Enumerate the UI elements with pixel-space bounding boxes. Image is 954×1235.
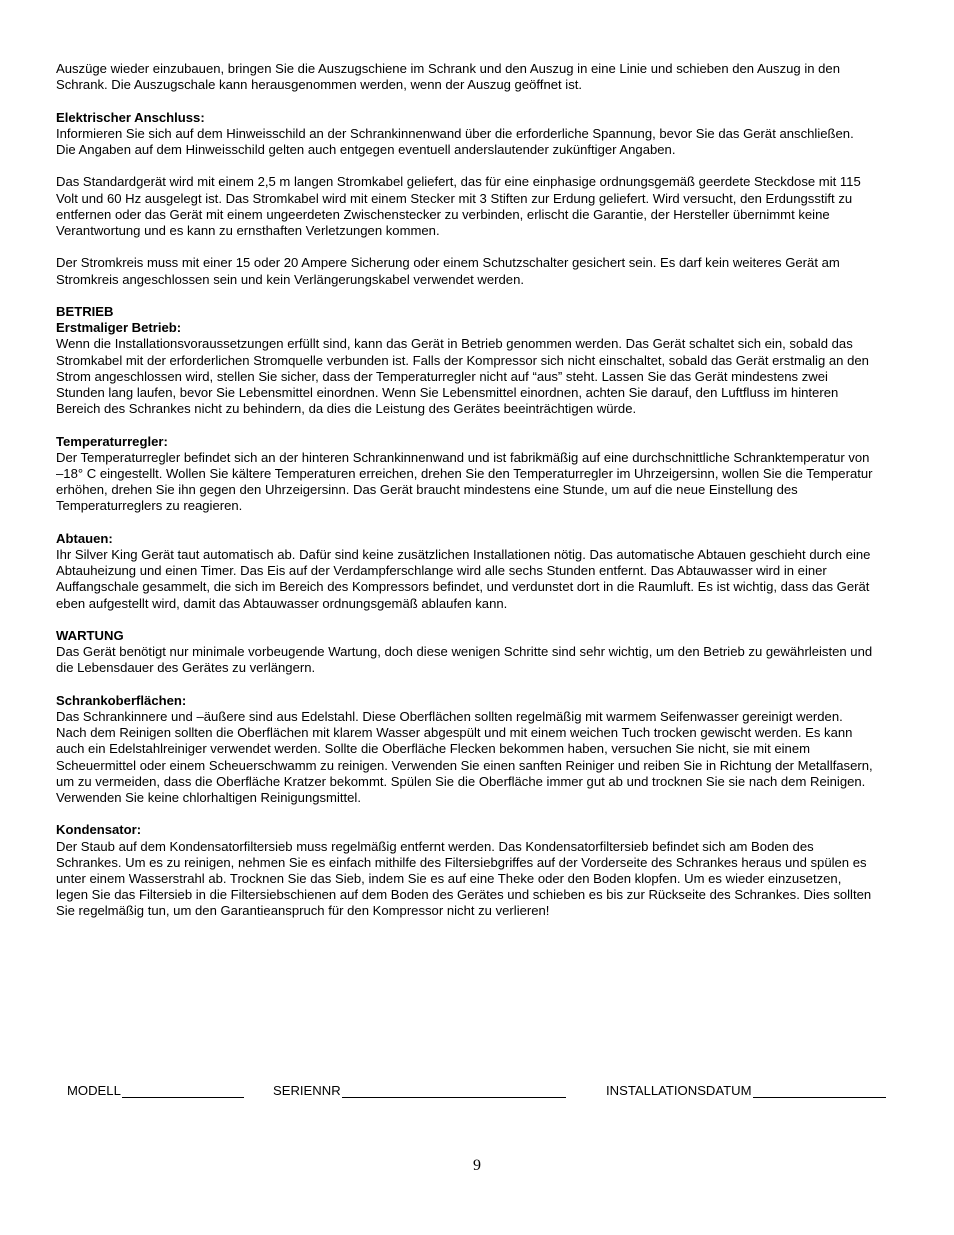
- maintenance-title: WARTUNG: [56, 628, 124, 643]
- defrost-paragraph: Ihr Silver King Gerät taut automatisch ab. Dafür sind keine zusätzlichen Installationen nötig. Das automatische Abtauen geschieht durch eine Abtauheizung und einen Timer. Das Eis auf der Verdampferschlange wird alle sechs Stunden entfernt. Das Abtauwasser wird in einer Auffangschale gesammelt, die sich im Bereich des Kompressors befindet, und verdunstet dort in die Raumluft. Es ist wichtig, dass das Gerät eben aufgestellt wird, damit das Abtauwasser ordnungsgemäß ablaufen kann.: [56, 547, 871, 611]
- page-number: 9: [473, 1157, 481, 1174]
- intro-paragraph: Auszüge wieder einzubauen, bringen Sie die Auszugschiene im Schrank und den Auszug in eine Linie und schieben den Auszug in den Schrank. Die Auszugschale kann herausgenommen werden, wenn der Auszug geöffnet ist.: [56, 61, 840, 93]
- thermostat-paragraph: Der Temperaturregler befindet sich an der hinteren Schrankinnenwand und ist fabrikmäßig auf eine durchschnittliche Schranktemperatur von –18° C eingestellt. Wollen Sie kältere Temperaturen erreichen, drehen Sie den Temperaturregler im Uhrzeigersinn, wollen Sie die Temperatur erhöhen, drehen Sie ihn gegen den Uhrzeigersinn. Das Gerät braucht mindestens eine Stunde, um auf die neue Einstellung des Temperaturreglers zu reagieren.: [56, 449, 873, 514]
- serial-field[interactable]: [273, 1081, 566, 1098]
- surfaces-heading: Schrankoberflächen:: [56, 692, 187, 708]
- install-date-field[interactable]: [606, 1081, 886, 1098]
- first-use-heading: Erstmaliger Betrieb:: [56, 320, 182, 336]
- surfaces-paragraph: Das Schrankinnere und –äußere sind aus Edelstahl. Diese Oberflächen sollten regelmäßig mit warmem Seifenwasser gereinigt werden. Nach dem Reinigen sollten die Oberflächen mit klarem Wasser abgespült und mit einem weichen Tuch trocken gewischt werden. Es kann auch ein Edelstahlreiniger verwendet werden. Sollte die Oberfläche Flecken bekommen haben, versuchen Sie nicht, sie mit einem Scheuermittel oder einem Scheuerschwamm zu reinigen. Verwenden Sie einen sanften Reiniger und reiben Sie in Richtung der Metallfasern, um zu vermeiden, dass die Oberfläche Kratzer bekommt. Spülen Sie die Oberfläche immer gut ab und trocknen Sie sie nach dem Reinigen. Verwenden Sie keine chlorhaltigen Reinigungsmittel.: [56, 709, 873, 806]
- footer-fields: [67, 1081, 897, 1101]
- model-label: MODELL: [67, 1083, 121, 1098]
- first-use-paragraph: Wenn die Installationsvoraussetzungen erfüllt sind, kann das Gerät in Betrieb genommen werden. Das Gerät schaltet sich ein, sobald das Stromkabel mit der erforderlichen Stromquelle verbunden ist. Falls der Kompressor sich nicht einschaltet, sobald das Gerät erstmalig an den Strom angeschlossen wird, stellen Sie sicher, dass der Temperaturregler nicht auf “aus” steht. Lassen Sie das Gerät mindestens zwei Stunden lang laufen, bevor Sie Lebensmittel einordnen. Wenn Sie Lebensmittel einordnen, achten Sie darauf, den Luftfluss im hinteren Bereich des Schrankes nicht zu behindern, da dies die Leistung des Gerätes beeinträchtigen würde.: [56, 336, 869, 417]
- defrost-heading: Abtauen:: [56, 530, 113, 546]
- serial-blank-line[interactable]: [342, 1081, 566, 1098]
- condenser-heading: Kondensator:: [56, 822, 142, 838]
- document-body: [56, 61, 876, 936]
- maintenance-intro: Das Gerät benötigt nur minimale vorbeugende Wartung, doch diese wenigen Schritte sind sehr wichtig, um den Betrieb zu gewährleisten und die Lebensdauer des Gerätes zu verlängern.: [56, 644, 873, 676]
- electrical-heading: Elektrischer Anschluss:: [56, 109, 205, 125]
- thermostat-heading: Temperaturregler:: [56, 433, 168, 449]
- install-date-blank-line[interactable]: [753, 1081, 886, 1098]
- serial-label: SERIENNR: [273, 1083, 341, 1098]
- model-blank-line[interactable]: [122, 1081, 244, 1098]
- condenser-paragraph: Der Staub auf dem Kondensatorfiltersieb muss regelmäßig entfernt werden. Das Kondensatorfiltersieb befindet sich am Boden des Schrankes. Um es zu reinigen, nehmen Sie es einfach mithilfe des Filtersiebgriffes auf der Vorderseite des Schrankes heraus und spülen es unter einem Wasserstrahl ab. Trocknen Sie das Sieb, indem Sie es auf eine Theke oder den Boden klopfen. Um es wieder einzusetzen, legen Sie das Filtersieb in die Filtersiebschienen auf dem Boden des Gerätes und schieben es bis zur Rückseite des Schrankes. Dies sollten Sie regelmäßig tun, um den Garantieanspruch für den Kompressor nicht zu verlieren!: [56, 838, 872, 919]
- model-field[interactable]: [67, 1081, 244, 1098]
- install-date-label: INSTALLATIONSDATUM: [606, 1083, 752, 1098]
- electrical-paragraph-2: Das Standardgerät wird mit einem 2,5 m langen Stromkabel geliefert, das für eine einphasige ordnungsgemäß geerdete Steckdose mit 115 Volt und 60 Hz ausgelegt ist. Das Stromkabel wird mit einem Stecker mit 3 Stiften zur Erdung geliefert. Wird versucht, den Erdungsstift zu entfernen oder das Gerät mit einem ungeerdeten Zwischenstecker zu verbinden, erlischt die Garantie, der Hersteller übernimmt keine Verantwortung und es kann zu ernsthaften Verletzungen kommen.: [56, 174, 861, 238]
- electrical-paragraph-3: Der Stromkreis muss mit einer 15 oder 20 Ampere Sicherung oder einem Schutzschalter gesichert sein. Es darf kein weiteres Gerät am Stromkreis angeschlossen sein und kein Verlängerungskabel verwendet werden.: [56, 255, 840, 287]
- electrical-paragraph-1: Informieren Sie sich auf dem Hinweisschild an der Schrankinnenwand über die erforderliche Spannung, bevor Sie das Gerät anschließen. Die Angaben auf dem Hinweisschild gelten auch entgegen eventuell anderslautender zukünftiger Angaben.: [56, 125, 854, 157]
- operation-title: BETRIEB: [56, 303, 114, 319]
